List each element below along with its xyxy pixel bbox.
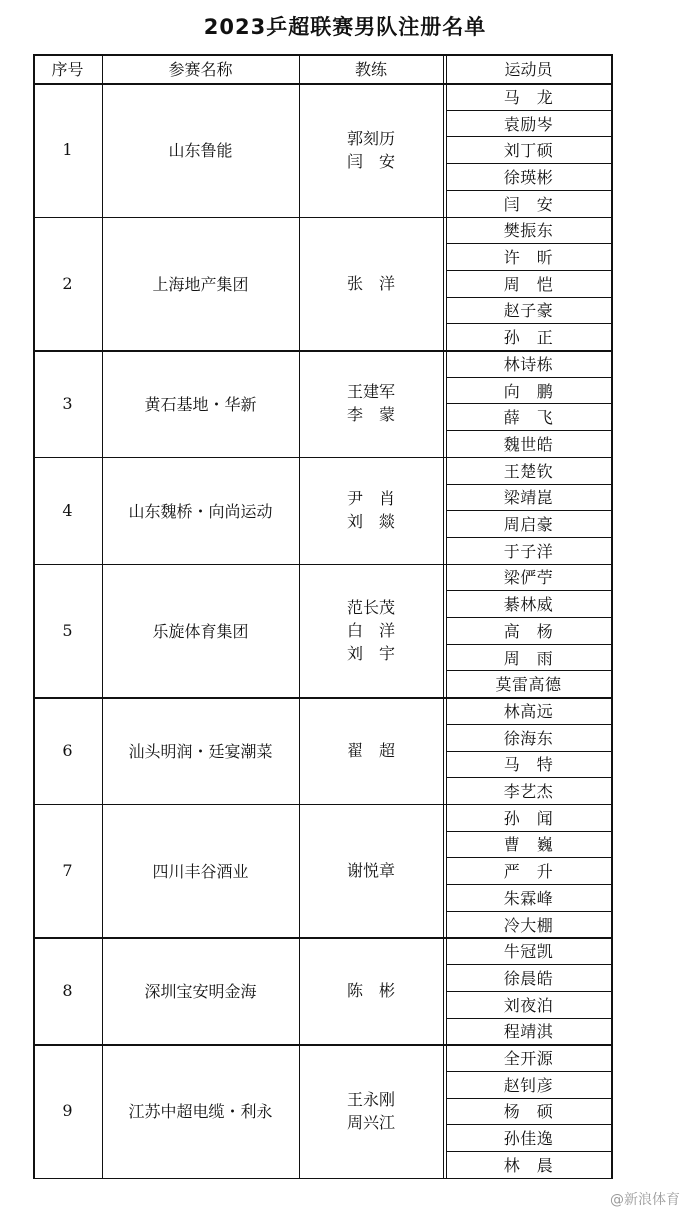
- player-cell: [446, 1124, 611, 1151]
- player-name: 梁靖崑: [503, 488, 554, 508]
- player-name: 薛 飞: [503, 408, 554, 428]
- team-name: 四川丰谷酒业: [152, 862, 249, 882]
- team-name: 山东魏桥・向尚运动: [128, 501, 273, 521]
- page-title: 2023乒超联赛男队注册名单: [203, 15, 487, 39]
- coach-name: 王永刚: [346, 1089, 395, 1109]
- player-name: 袁励岑: [503, 114, 554, 134]
- player-cell: [446, 857, 611, 884]
- player-cell: [446, 457, 611, 484]
- player-name: 樊振东: [503, 221, 554, 241]
- player-name: 牛冠凯: [503, 942, 554, 962]
- player-name: 朱霖峰: [503, 888, 554, 908]
- coach-name: 刘 燚: [346, 512, 395, 532]
- coach-name: 陈 彬: [346, 981, 395, 1001]
- coach-list: [347, 1088, 395, 1134]
- player-cell: [446, 110, 611, 137]
- player-cell: [446, 991, 611, 1018]
- coach-name: 谢悦章: [346, 861, 395, 881]
- player-cell: [446, 884, 611, 911]
- player-cell: [446, 190, 611, 217]
- coach-name: 郭刻历: [346, 128, 395, 148]
- coach-list: [347, 739, 395, 762]
- team-index: 7: [62, 861, 73, 881]
- player-name: 闫 安: [503, 194, 554, 214]
- player-name: 于子洋: [503, 541, 554, 561]
- player-name: 周启豪: [503, 515, 554, 535]
- player-cell: [446, 510, 611, 537]
- team-name: 深圳宝安明金海: [144, 982, 257, 1002]
- header-players: 运动员: [504, 60, 553, 79]
- player-name: 孙 闻: [503, 808, 554, 828]
- table-border-bottom: [33, 1178, 611, 1180]
- coach-name: 王建军: [346, 382, 395, 402]
- player-name: 向 鹏: [503, 381, 554, 401]
- team-name: 上海地产集团: [152, 274, 249, 294]
- coach-name: 翟 超: [346, 740, 395, 760]
- team-coaches: [299, 217, 443, 351]
- player-name: 王楚钦: [503, 461, 554, 481]
- team-coaches: [299, 697, 443, 804]
- player-name: 梁俨苧: [503, 568, 554, 588]
- column-divider: [443, 54, 444, 1178]
- player-name: 林 晨: [503, 1155, 554, 1175]
- team-index: 1: [62, 140, 73, 160]
- team-name: 汕头明润・廷宴潮菜: [128, 741, 273, 761]
- player-name: 孙佳逸: [503, 1129, 554, 1149]
- coach-name: 刘 宇: [346, 643, 395, 663]
- player-cell: [446, 751, 611, 778]
- player-cell: [446, 964, 611, 991]
- team-coaches: [299, 350, 443, 457]
- player-name: 高 杨: [503, 621, 554, 641]
- player-name: 魏世皓: [503, 434, 554, 454]
- player-name: 綦林威: [503, 595, 554, 615]
- player-cell: [446, 1018, 611, 1045]
- player-name: 孙 正: [503, 328, 554, 348]
- player-cell: [446, 377, 611, 404]
- team-coaches: [299, 1044, 443, 1178]
- player-cell: [446, 403, 611, 430]
- coach-name: 张 洋: [346, 273, 395, 293]
- player-cell: [446, 804, 611, 831]
- player-cell: [446, 350, 611, 377]
- player-cell: [446, 1044, 611, 1071]
- player-cell: [446, 911, 611, 938]
- player-name: 李艺杰: [503, 782, 554, 802]
- team-name: 山东鲁能: [168, 141, 233, 161]
- team-coaches: [299, 937, 443, 1044]
- player-name: 徐晨皓: [503, 968, 554, 988]
- player-cell: [446, 1151, 611, 1178]
- team-coaches: [299, 564, 443, 698]
- player-cell: [446, 297, 611, 324]
- player-cell: [446, 644, 611, 671]
- player-name: 林高远: [503, 701, 554, 721]
- coach-name: 范长茂: [346, 597, 395, 617]
- player-cell: [446, 697, 611, 724]
- player-cell: [446, 323, 611, 350]
- team-index: 2: [62, 273, 73, 293]
- player-name: 徐海东: [503, 728, 554, 748]
- player-cell: [446, 270, 611, 297]
- table-border-right: [611, 54, 613, 1179]
- player-cell: [446, 777, 611, 804]
- coach-list: [347, 272, 395, 295]
- player-name: 杨 硕: [503, 1102, 554, 1122]
- coach-list: [347, 127, 395, 173]
- player-cell: [446, 430, 611, 457]
- player-name: 冷大棚: [503, 915, 554, 935]
- player-cell: [446, 1098, 611, 1125]
- player-cell: [446, 564, 611, 591]
- player-cell: [446, 83, 611, 110]
- player-cell: [446, 937, 611, 964]
- team-index: 9: [62, 1101, 73, 1121]
- player-cell: [446, 617, 611, 644]
- coach-list: [347, 487, 395, 533]
- team-coaches: [299, 457, 443, 564]
- watermark: @新浪体育: [610, 1192, 680, 1208]
- player-name: 刘丁硕: [503, 141, 554, 161]
- player-name: 程靖淇: [503, 1022, 554, 1042]
- team-index: 5: [62, 620, 73, 640]
- player-name: 莫雷高德: [495, 675, 562, 695]
- player-cell: [446, 831, 611, 858]
- player-name: 周 雨: [503, 648, 554, 668]
- player-name: 许 昕: [503, 248, 554, 268]
- team-name: 江苏中超电缆・利永: [128, 1102, 273, 1122]
- player-cell: [446, 243, 611, 270]
- player-name: 林诗栋: [503, 354, 554, 374]
- player-name: 周 恺: [503, 274, 554, 294]
- player-name: 严 升: [503, 862, 554, 882]
- player-name: 全开源: [503, 1049, 554, 1069]
- team-name: 乐旋体育集团: [152, 621, 249, 641]
- coach-name: 李 蒙: [346, 405, 395, 425]
- player-name: 马 特: [503, 755, 554, 775]
- team-name: 黄石基地・华新: [144, 394, 257, 414]
- team-index: 3: [62, 393, 73, 413]
- team-index: 8: [62, 981, 73, 1001]
- coach-list: [347, 859, 395, 882]
- coach-name: 闫 安: [346, 151, 395, 171]
- player-name: 赵子豪: [503, 301, 554, 321]
- player-cell: [446, 217, 611, 244]
- player-cell: [446, 670, 611, 697]
- coach-list: [347, 380, 395, 426]
- header-team: 参赛名称: [168, 60, 233, 79]
- player-name: 徐瑛彬: [503, 167, 554, 187]
- team-coaches: [299, 83, 443, 217]
- player-name: 赵钊彦: [503, 1075, 554, 1095]
- header-coach: 教练: [354, 60, 387, 79]
- player-cell: [446, 136, 611, 163]
- coach-name: 周兴江: [346, 1112, 395, 1132]
- player-cell: [446, 724, 611, 751]
- player-name: 曹 巍: [503, 835, 554, 855]
- player-cell: [446, 1071, 611, 1098]
- player-name: 刘夜泊: [503, 995, 554, 1015]
- coach-list: [347, 596, 395, 665]
- player-cell: [446, 590, 611, 617]
- team-index: 4: [62, 500, 73, 520]
- player-cell: [446, 537, 611, 564]
- player-cell: [446, 484, 611, 511]
- team-coaches: [299, 804, 443, 938]
- coach-name: 白 洋: [346, 620, 395, 640]
- coach-name: 尹 肖: [346, 489, 395, 509]
- player-cell: [446, 163, 611, 190]
- team-index: 6: [62, 740, 73, 760]
- player-name: 马 龙: [503, 87, 554, 107]
- header-index: 序号: [51, 60, 84, 79]
- coach-list: [347, 979, 395, 1002]
